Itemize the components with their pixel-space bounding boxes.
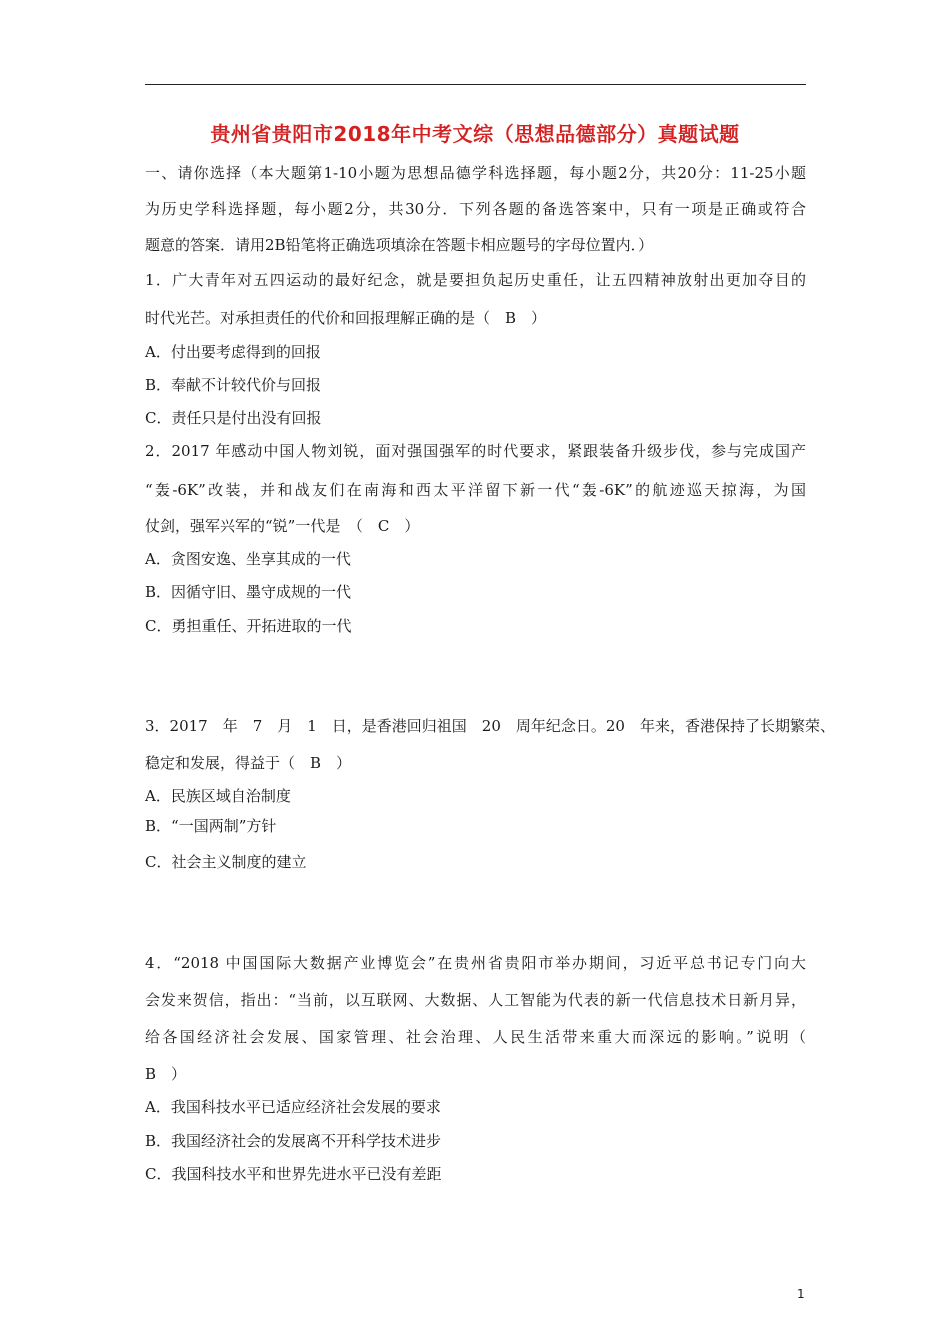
question-1-stem: 1．广大青年对五四运动的最好纪念，就是要担负起历史重任，让五四精神放射出更加夺目的	[145, 271, 806, 289]
instruction-line: 为历史学科选择题，每小题2分，共30分．下列各题的备选答案中，只有一项是正确或符合	[145, 200, 806, 218]
question-3-option-a: A．民族区域自治制度	[145, 787, 291, 805]
question-2-option-c: C．勇担重任、开拓进取的一代	[145, 617, 352, 635]
question-2-stem: 2．2017 年感动中国人物刘锐，面对强国强军的时代要求，紧跟装备升级步伐，参与完成国产	[145, 442, 806, 460]
question-2-option-a: A．贪图安逸、坐享其成的一代	[145, 550, 351, 568]
question-1-option-c: C．责任只是付出没有回报	[145, 409, 322, 427]
question-4-stem: 4．“2018 中国国际大数据产业博览会”在贵州省贵阳市举办期间，习近平总书记专门向大	[145, 954, 806, 972]
question-4-option-b: B．我国经济社会的发展离不开科学技术进步	[145, 1132, 442, 1150]
question-1-option-a: A．付出要考虑得到的回报	[145, 343, 321, 361]
question-4-stem: 给各国经济社会发展、国家管理、社会治理、人民生活带来重大而深远的影响。”说明（	[145, 1028, 806, 1046]
question-3-option-c: C．社会主义制度的建立	[145, 853, 307, 871]
question-1-option-b: B．奉献不计较代价与回报	[145, 376, 322, 394]
instruction-line: 一、请你选择（本大题第1-10小题为思想品德学科选择题，每小题2分，共20分：11-25小题	[145, 164, 806, 182]
question-3-stem: 3．2017 年 7 月 1 日，是香港回归祖国 20 周年纪念日。20 年来，香港保持了长期繁荣、	[145, 717, 835, 735]
page-number: 1	[797, 1287, 805, 1301]
header-rule	[145, 84, 806, 85]
question-3-stem: 稳定和发展，得益于（ B ）	[145, 754, 352, 772]
question-3-option-b: B．“一国两制”方针	[145, 817, 277, 835]
question-4-stem: B ）	[145, 1065, 187, 1083]
page-title: 贵州省贵阳市2018年中考文综（思想品德部分）真题试题	[210, 122, 740, 146]
question-4-option-c: C．我国科技水平和世界先进水平已没有差距	[145, 1165, 442, 1183]
question-2-stem: “轰-6K”改装，并和战友们在南海和西太平洋留下新一代“轰-6K”的航迹巡天掠海，为国	[145, 481, 806, 499]
question-4-stem: 会发来贺信，指出：“当前，以互联网、大数据、人工智能为代表的新一代信息技术日新月异，	[145, 991, 806, 1009]
question-1-stem: 时代光芒。对承担责任的代价和回报理解正确的是（ B ）	[145, 309, 547, 327]
question-2-stem: 仗剑，强军兴军的“锐”一代是 （ C ）	[145, 517, 420, 535]
question-2-option-b: B．因循守旧、墨守成规的一代	[145, 583, 352, 601]
instruction-line: 题意的答案．请用2B铅笔将正确选项填涂在答题卡相应题号的字母位置内．）	[145, 236, 654, 254]
question-4-option-a: A．我国科技水平已适应经济社会发展的要求	[145, 1098, 441, 1116]
